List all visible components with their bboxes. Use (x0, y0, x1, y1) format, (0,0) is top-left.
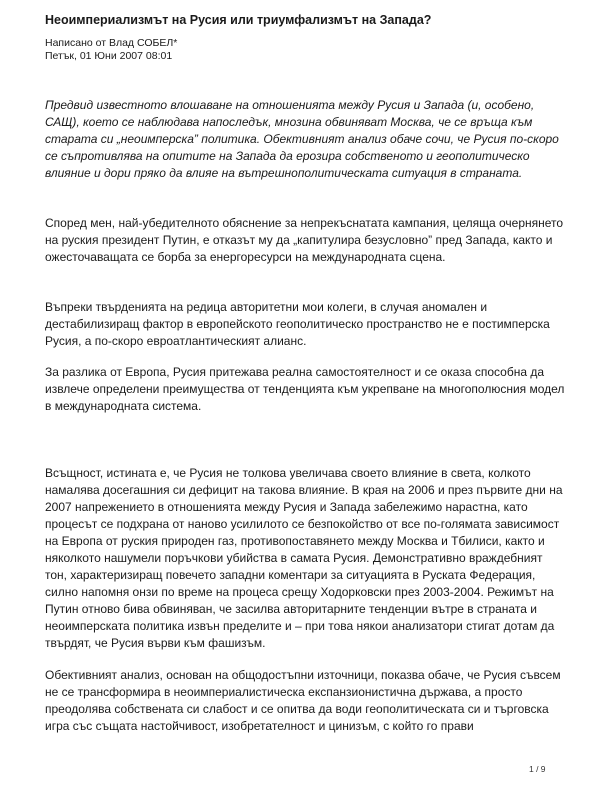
body-paragraph-2: Въпреки твърденията на редица авторитетни мои колеги, в случая аномален и дестабилизиращ фактор в европейското геополитическо пространство не е постимперска Русия, а по-скоро евроатлантическият алианс. (45, 300, 550, 348)
article-title: Неоимпериализмът на Русия или триумфализмът на Запада? (45, 13, 432, 27)
date-line: Петък, 01 Юни 2007 08:01 (45, 50, 173, 62)
body-paragraph-5: Обективният анализ, основан на общодостъпни източници, показва обаче, че Русия съвсем не се трансформира в неоимпериалистическа експанзионистична държава, а просто преодолява собствената си слабост и се опитва да води геополитическата си и търговска игра със същата настойчивост, изобретателност и цинизъм, с който го прави (45, 668, 561, 733)
lead-paragraph: Предвид известното влошаване на отношенията между Русия и Запада (и, особено, САЩ), което се наблюдава напоследък, мнозина обвиняват Москва, че се връща към старата си „неоимперска” политика. Обективният анализ обаче сочи, че Русия по-скоро се съпротивлява на опитите на Запада да ерозира собственото и геополитическо влияние и дори пряко да влияе на вътрешнополитическата ситуация в страната. (45, 98, 559, 180)
page-number: 1 / 9 (529, 764, 546, 774)
article-meta (45, 37, 177, 63)
author-line: Написано от Влад СОБЕЛ* (45, 37, 178, 49)
body-paragraph-1: Според мен, най-убедителното обяснение за непрекъснатата кампания, целяща очернянето на руския президент Путин, е отказът му да „капитулира безусловно” пред Запада, както и ожесточаващата се борба за енергоресурси на международната сцена. (45, 216, 564, 264)
body-paragraph-3: За разлика от Европа, Русия притежава реална самостоятелност и се оказа способна да извлече определени преимущества от тенденцията към укрепване на многополюсния модел в международната система. (45, 365, 565, 413)
body-paragraph-4: Всъщност, истината е, че Русия не толкова увеличава своето влияние в света, колкото намалява досегашния си дефицит на такова влияние. В края на 2006 и през първите дни на 2007 напрежението в отношенията между Русия и Запада забележимо нарастна, като процесът се подхрана от наново усилилото се безпокойство от все по-голямата зависимост на Европа от руския природен газ, противопоставянето между Москва и Тбилиси, както и няколкото нашумели поръчкови убийства в самата Русия. Демонстративно враждебният тон, характеризиращ повечето западни коментари за ситуацията в Руската Федерация, силно напомня онзи по време на процеса срещу Ходорковски през 2003-2004. Режимът на Путин отново бива обвиняван, че засилва авторитарните тенденции вътре в страната и неоимперската политика извън пределите и – при това някои анализатори стигат дотам да твърдят, че Русия върви към фашизъм. (45, 466, 563, 650)
